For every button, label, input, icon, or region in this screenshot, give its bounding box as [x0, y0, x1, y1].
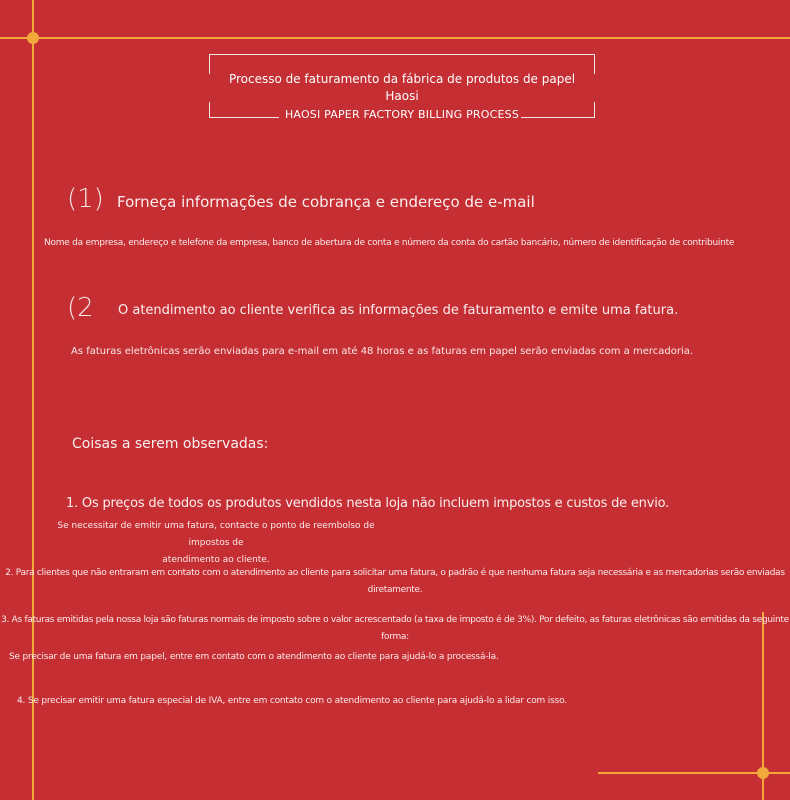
note-1-title: 1. Os preços de todos os produtos vendidos nesta loja não incluem impostos e custos de envio.: [66, 496, 670, 511]
note-2-line2: diretamente.: [367, 585, 423, 595]
note-3-line3: Se precisar de uma fatura em papel, entre em contato com o atendimento ao cliente para ajudá-lo a processá-la.: [9, 652, 499, 662]
note-1-detail-line2: atendimento ao cliente.: [162, 555, 270, 565]
step-2-description: As faturas eletrônicas serão enviadas para e-mail em até 48 horas e as faturas em papel serão enviadas com a mercadoria.: [71, 346, 694, 357]
step-1-number: (1): [67, 184, 104, 214]
page-title: [209, 71, 595, 105]
note-1-detail: [40, 518, 392, 569]
page-subtitle: HAOSI PAPER FACTORY BILLING PROCESS: [284, 108, 520, 121]
title-box: [209, 54, 595, 121]
left-vertical-line: [32, 0, 34, 800]
step-1-description: Nome da empresa, endereço e telefone da empresa, banco de abertura de conta e número da conta do cartão bancário, número de identificação de contribuinte: [44, 238, 735, 248]
note-2: [0, 565, 790, 599]
note-3-line1: 3. As faturas emitidas pela nossa loja são faturas normais de imposto sobre o valor acrescentado (a taxa de imposto é de 3%). Por defeito, as faturas eletrônicas são emitidas da seguinte: [1, 615, 789, 625]
bottom-right-corner-dot: [757, 767, 769, 779]
step-2-number: (2: [67, 293, 94, 323]
page-title-line2: Haosi: [385, 89, 419, 103]
step-1-title: Forneça informações de cobrança e endereço de e-mail: [117, 193, 535, 211]
step-2-title: O atendimento ao cliente verifica as informações de faturamento e emite uma fatura.: [118, 303, 679, 318]
top-horizontal-line: [0, 37, 790, 39]
note-4: 4. Se precisar emitir uma fatura especial de IVA, entre em contato com o atendimento ao cliente para ajudá-lo a lidar com isso.: [17, 696, 567, 706]
note-2-line1: 2. Para clientes que não entraram em contato com o atendimento ao cliente para solicitar uma fatura, o padrão é que nenhuma fatura seja necessária e as mercadorias serão enviadas: [5, 568, 785, 578]
note-3-line2: forma:: [381, 632, 409, 642]
notes-heading: Coisas a serem observadas:: [72, 436, 269, 452]
top-left-corner-dot: [27, 32, 39, 44]
note-1-detail-line1: Se necessitar de emitir uma fatura, contacte o ponto de reembolso de impostos de: [57, 521, 375, 548]
note-3: [0, 612, 790, 646]
page-title-line1: Processo de faturamento da fábrica de produtos de papel: [228, 72, 576, 86]
